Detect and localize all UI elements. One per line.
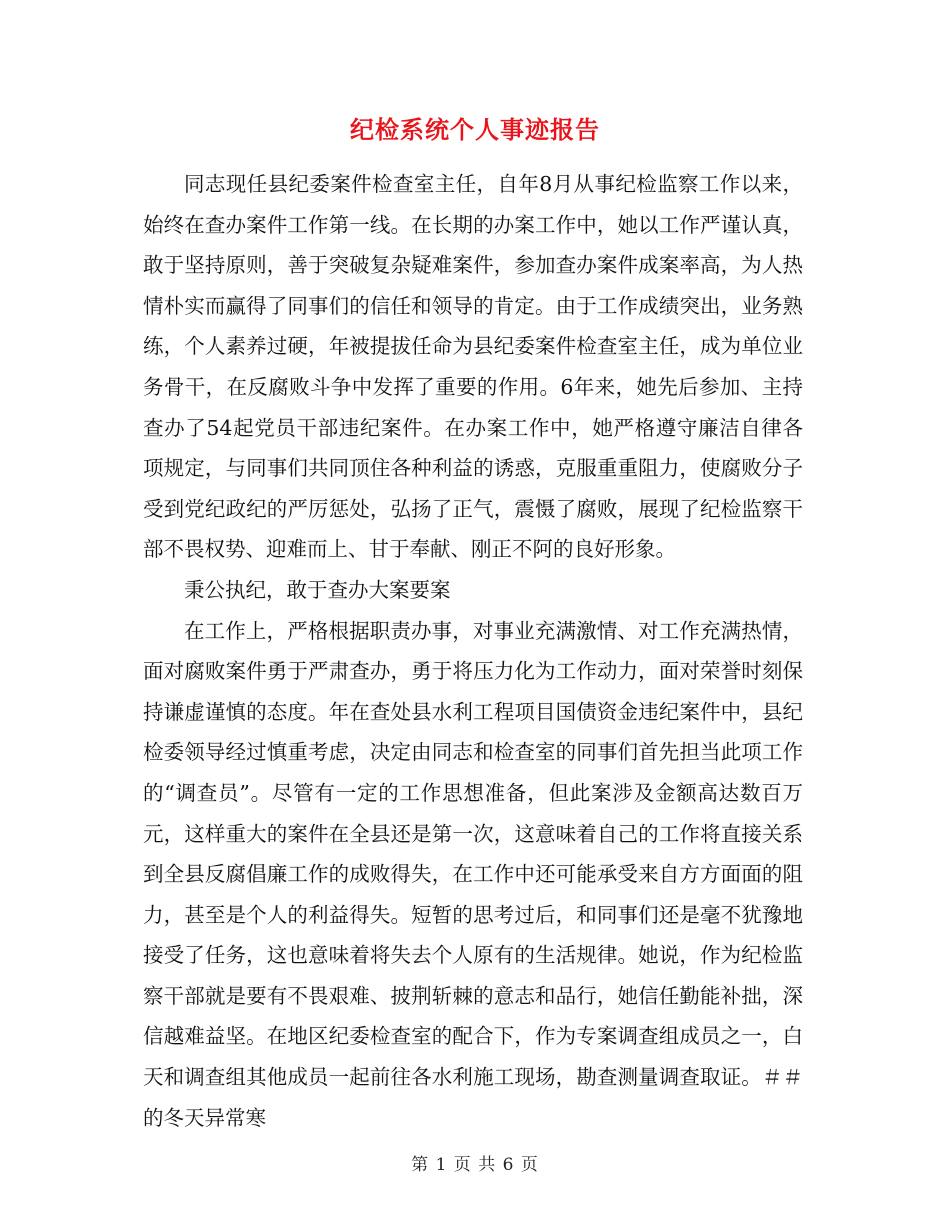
paragraph-intro: 同志现任县纪委案件检查室主任，自年8月从事纪检监察工作以来，始终在查办案件工作第一线。在长期的办案工作中，她以工作严谨认真，敢于坚持原则，善于突破复杂疑难案件，参加查办案件成案率高，为人热情朴实而赢得了同事们的信任和领导的肯定。由于工作成绩突出，业务熟练，个人素养过硬，年被提拔任命为县纪委案件检查室主任，成为单位业务骨干，在反腐败斗争中发挥了重要的作用。6年来，她先后参加、主持查办了54起党员干部违纪案件。在办案工作中，她严格遵守廉洁自律各项规定，与同事们共同顶住各种利益的诱惑，克服重重阻力，使腐败分子受到党纪政纪的严厉惩处，弘扬了正气，震慑了腐败，展现了纪检监察干部不畏权势、迎难而上、甘于奉献、刚正不阿的良好形象。 [143, 172, 803, 562]
page-footer: 第 1 页 共 6 页 [411, 1155, 539, 1175]
document-body [143, 164, 803, 1138]
section-heading: 秉公执纪，敢于查办大案要案 [184, 577, 451, 602]
paragraph-work: 在工作上，严格根据职责办事，对事业充满激情、对工作充满热情，面对腐败案件勇于严肃查办，勇于将压力化为工作动力，面对荣誉时刻保持谦虚谨慎的态度。年在查处县水利工程项目国债资金违纪案件中，县纪检委领导经过慎重考虑，决定由同志和检查室的同事们首先担当此项工作的“调查员”。尽管有一定的工作思想准备，但此案涉及金额高达数百万元，这样重大的案件在全县还是第一次，这意味着自己的工作将直接关系到全县反腐倡廉工作的成败得失，在工作中还可能承受来自方方面面的阻力，甚至是个人的利益得失。短暂的思考过后，和同事们还是毫不犹豫地接受了任务，这也意味着将失去个人原有的生活规律。她说，作为纪检监察干部就是要有不畏艰难、披荆斩棘的意志和品行，她信任勤能补拙，深信越难益坚。在地区纪委检查室的配合下，作为专案调查组成员之一，白天和调查组其他成员一起前往各水利施工现场，勘查测量调查取证。＃＃的冬天异常寒 [143, 618, 803, 1130]
document-title: 纪检系统个人事迹报告 [350, 115, 600, 144]
